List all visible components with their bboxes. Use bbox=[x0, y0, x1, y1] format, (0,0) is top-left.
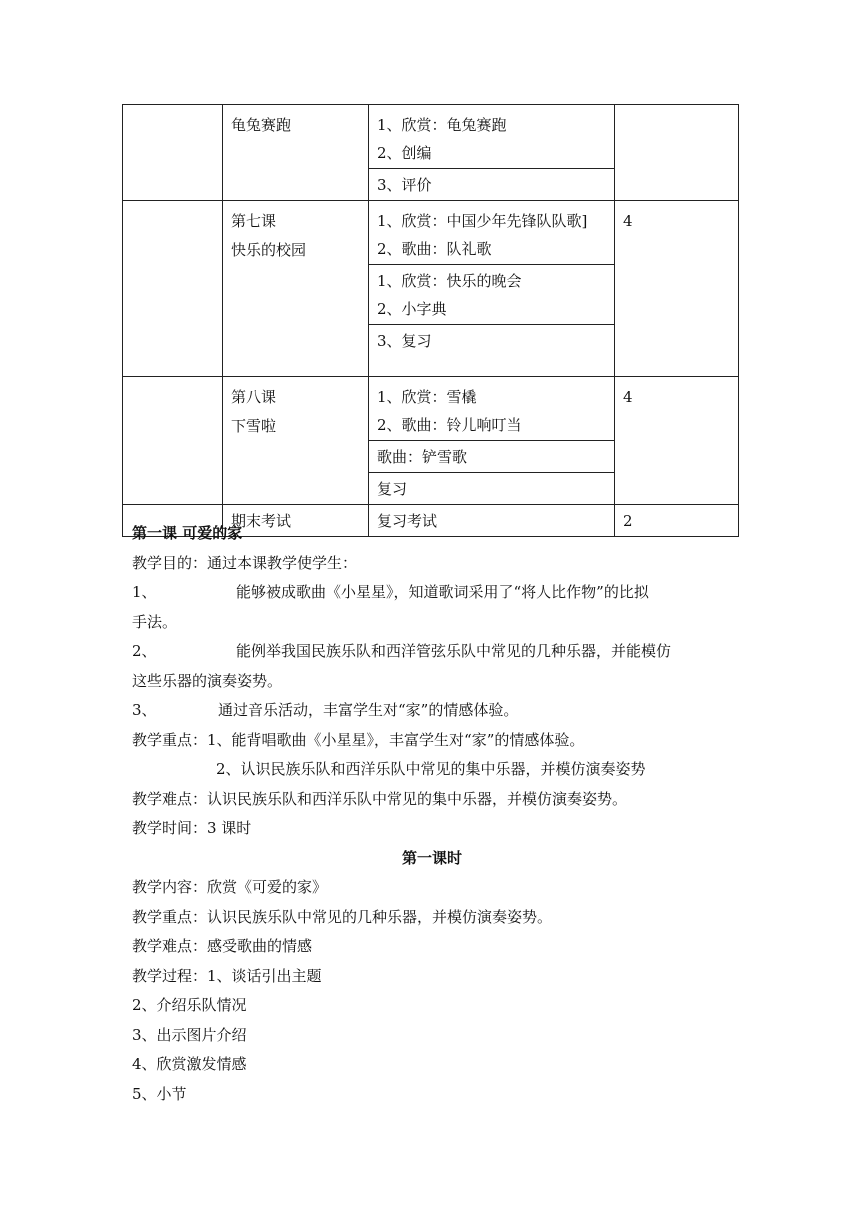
hours-cell bbox=[615, 201, 739, 377]
goal-item bbox=[132, 578, 732, 608]
goal-number: 1、 bbox=[132, 583, 157, 601]
lesson-cell bbox=[223, 105, 369, 201]
lesson-cell bbox=[223, 377, 369, 505]
period-title: 第一课时 bbox=[401, 848, 462, 867]
process-step: 3、出示图片介绍 bbox=[132, 1025, 247, 1044]
goal-item-continued: 这些乐器的演奏姿势。 bbox=[132, 671, 283, 690]
content-block bbox=[369, 472, 614, 504]
table-row bbox=[123, 105, 739, 201]
content-block bbox=[369, 105, 614, 168]
content-line: 1、欣赏：快乐的晚会 bbox=[377, 272, 522, 290]
period-key-point: 教学重点：认识民族乐队中常见的几种乐器，并模仿演奏姿势。 bbox=[132, 907, 553, 926]
goal-text: 能够被成歌曲《小星星》，知道歌词采用了“将人比作物”的比拟 bbox=[236, 583, 649, 601]
content-line: 歌曲：铲雪歌 bbox=[377, 448, 468, 466]
period-content: 教学内容：欣赏《可爱的家》 bbox=[132, 878, 328, 896]
hours-value: 4 bbox=[623, 388, 633, 406]
lesson-cell bbox=[223, 201, 369, 377]
content-line: 复习考试 bbox=[377, 512, 438, 530]
lesson-number: 第七课 bbox=[231, 212, 277, 230]
period-difficulty: 教学难点：感受歌曲的情感 bbox=[132, 937, 313, 955]
process-step: 2、介绍乐队情况 bbox=[132, 996, 247, 1014]
content-line: 3、复习 bbox=[377, 332, 432, 350]
content-block bbox=[369, 168, 614, 200]
content-line: 2、创编 bbox=[377, 144, 432, 162]
unit-cell bbox=[123, 377, 223, 505]
lesson-title: 第一课 可爱的家 bbox=[132, 524, 243, 542]
unit-cell bbox=[123, 105, 223, 201]
lesson-name: 下雪啦 bbox=[231, 417, 277, 435]
content-block bbox=[369, 440, 614, 472]
content-line: 复习 bbox=[377, 480, 408, 498]
content-line: 2、小字典 bbox=[377, 300, 447, 318]
process-intro: 教学过程：1、谈话引出主题 bbox=[132, 966, 322, 985]
content-line: 1、欣赏：中国少年先锋队队歌] bbox=[377, 212, 588, 230]
unit-cell bbox=[123, 201, 223, 377]
content-block bbox=[369, 201, 614, 264]
goal-item bbox=[132, 637, 732, 667]
hours-cell bbox=[615, 377, 739, 505]
goal-item bbox=[132, 696, 732, 726]
lesson-name: 快乐的校园 bbox=[231, 241, 307, 259]
key-point: 教学重点：1、能背唱歌曲《小星星》，丰富学生对“家”的情感体验。 bbox=[132, 730, 585, 749]
goal-text: 能例举我国民族乐队和西洋管弦乐队中常见的几种乐器，并能模仿 bbox=[236, 642, 672, 660]
content-line: 3、评价 bbox=[377, 176, 432, 194]
difficulty: 教学难点：认识民族乐队和西洋乐队中常见的集中乐器，并模仿演奏姿势。 bbox=[132, 789, 628, 808]
goal-number: 2、 bbox=[132, 642, 157, 660]
process-step: 4、欣赏激发情感 bbox=[132, 1055, 247, 1073]
content-cell bbox=[369, 377, 615, 505]
content-line: 2、歌曲：队礼歌 bbox=[377, 240, 492, 258]
hours-cell bbox=[615, 105, 739, 201]
hours-value: 4 bbox=[623, 212, 633, 230]
content-cell bbox=[369, 105, 615, 201]
goal-intro: 教学目的：通过本课教学使学生： bbox=[132, 553, 358, 572]
content-block bbox=[369, 264, 614, 324]
content-block bbox=[369, 377, 614, 440]
lesson-schedule-table bbox=[122, 104, 739, 537]
key-point-continued: 2、认识民族乐队和西洋乐队中常见的集中乐器，并模仿演奏姿势 bbox=[216, 760, 646, 778]
lesson-body bbox=[132, 519, 732, 1109]
content-line: 2、歌曲：铃儿响叮当 bbox=[377, 416, 522, 434]
content-cell bbox=[369, 201, 615, 377]
process-step: 5、小节 bbox=[132, 1084, 187, 1103]
goal-number: 3、 bbox=[132, 701, 157, 719]
lesson-name: 龟兔赛跑 bbox=[231, 116, 292, 134]
hours-value: 2 bbox=[623, 512, 633, 530]
content-block bbox=[369, 324, 614, 356]
lesson-number: 第八课 bbox=[231, 388, 277, 406]
table-row bbox=[123, 377, 739, 505]
goal-item-continued: 手法。 bbox=[132, 612, 178, 631]
table-row bbox=[123, 201, 739, 377]
goal-text: 通过音乐活动，丰富学生对“家”的情感体验。 bbox=[218, 701, 519, 719]
teaching-time: 教学时间：3 课时 bbox=[132, 819, 252, 837]
content-line: 1、欣赏：龟兔赛跑 bbox=[377, 116, 507, 134]
content-line: 1、欣赏：雪橇 bbox=[377, 388, 477, 406]
lesson-name: 期末考试 bbox=[231, 512, 292, 530]
